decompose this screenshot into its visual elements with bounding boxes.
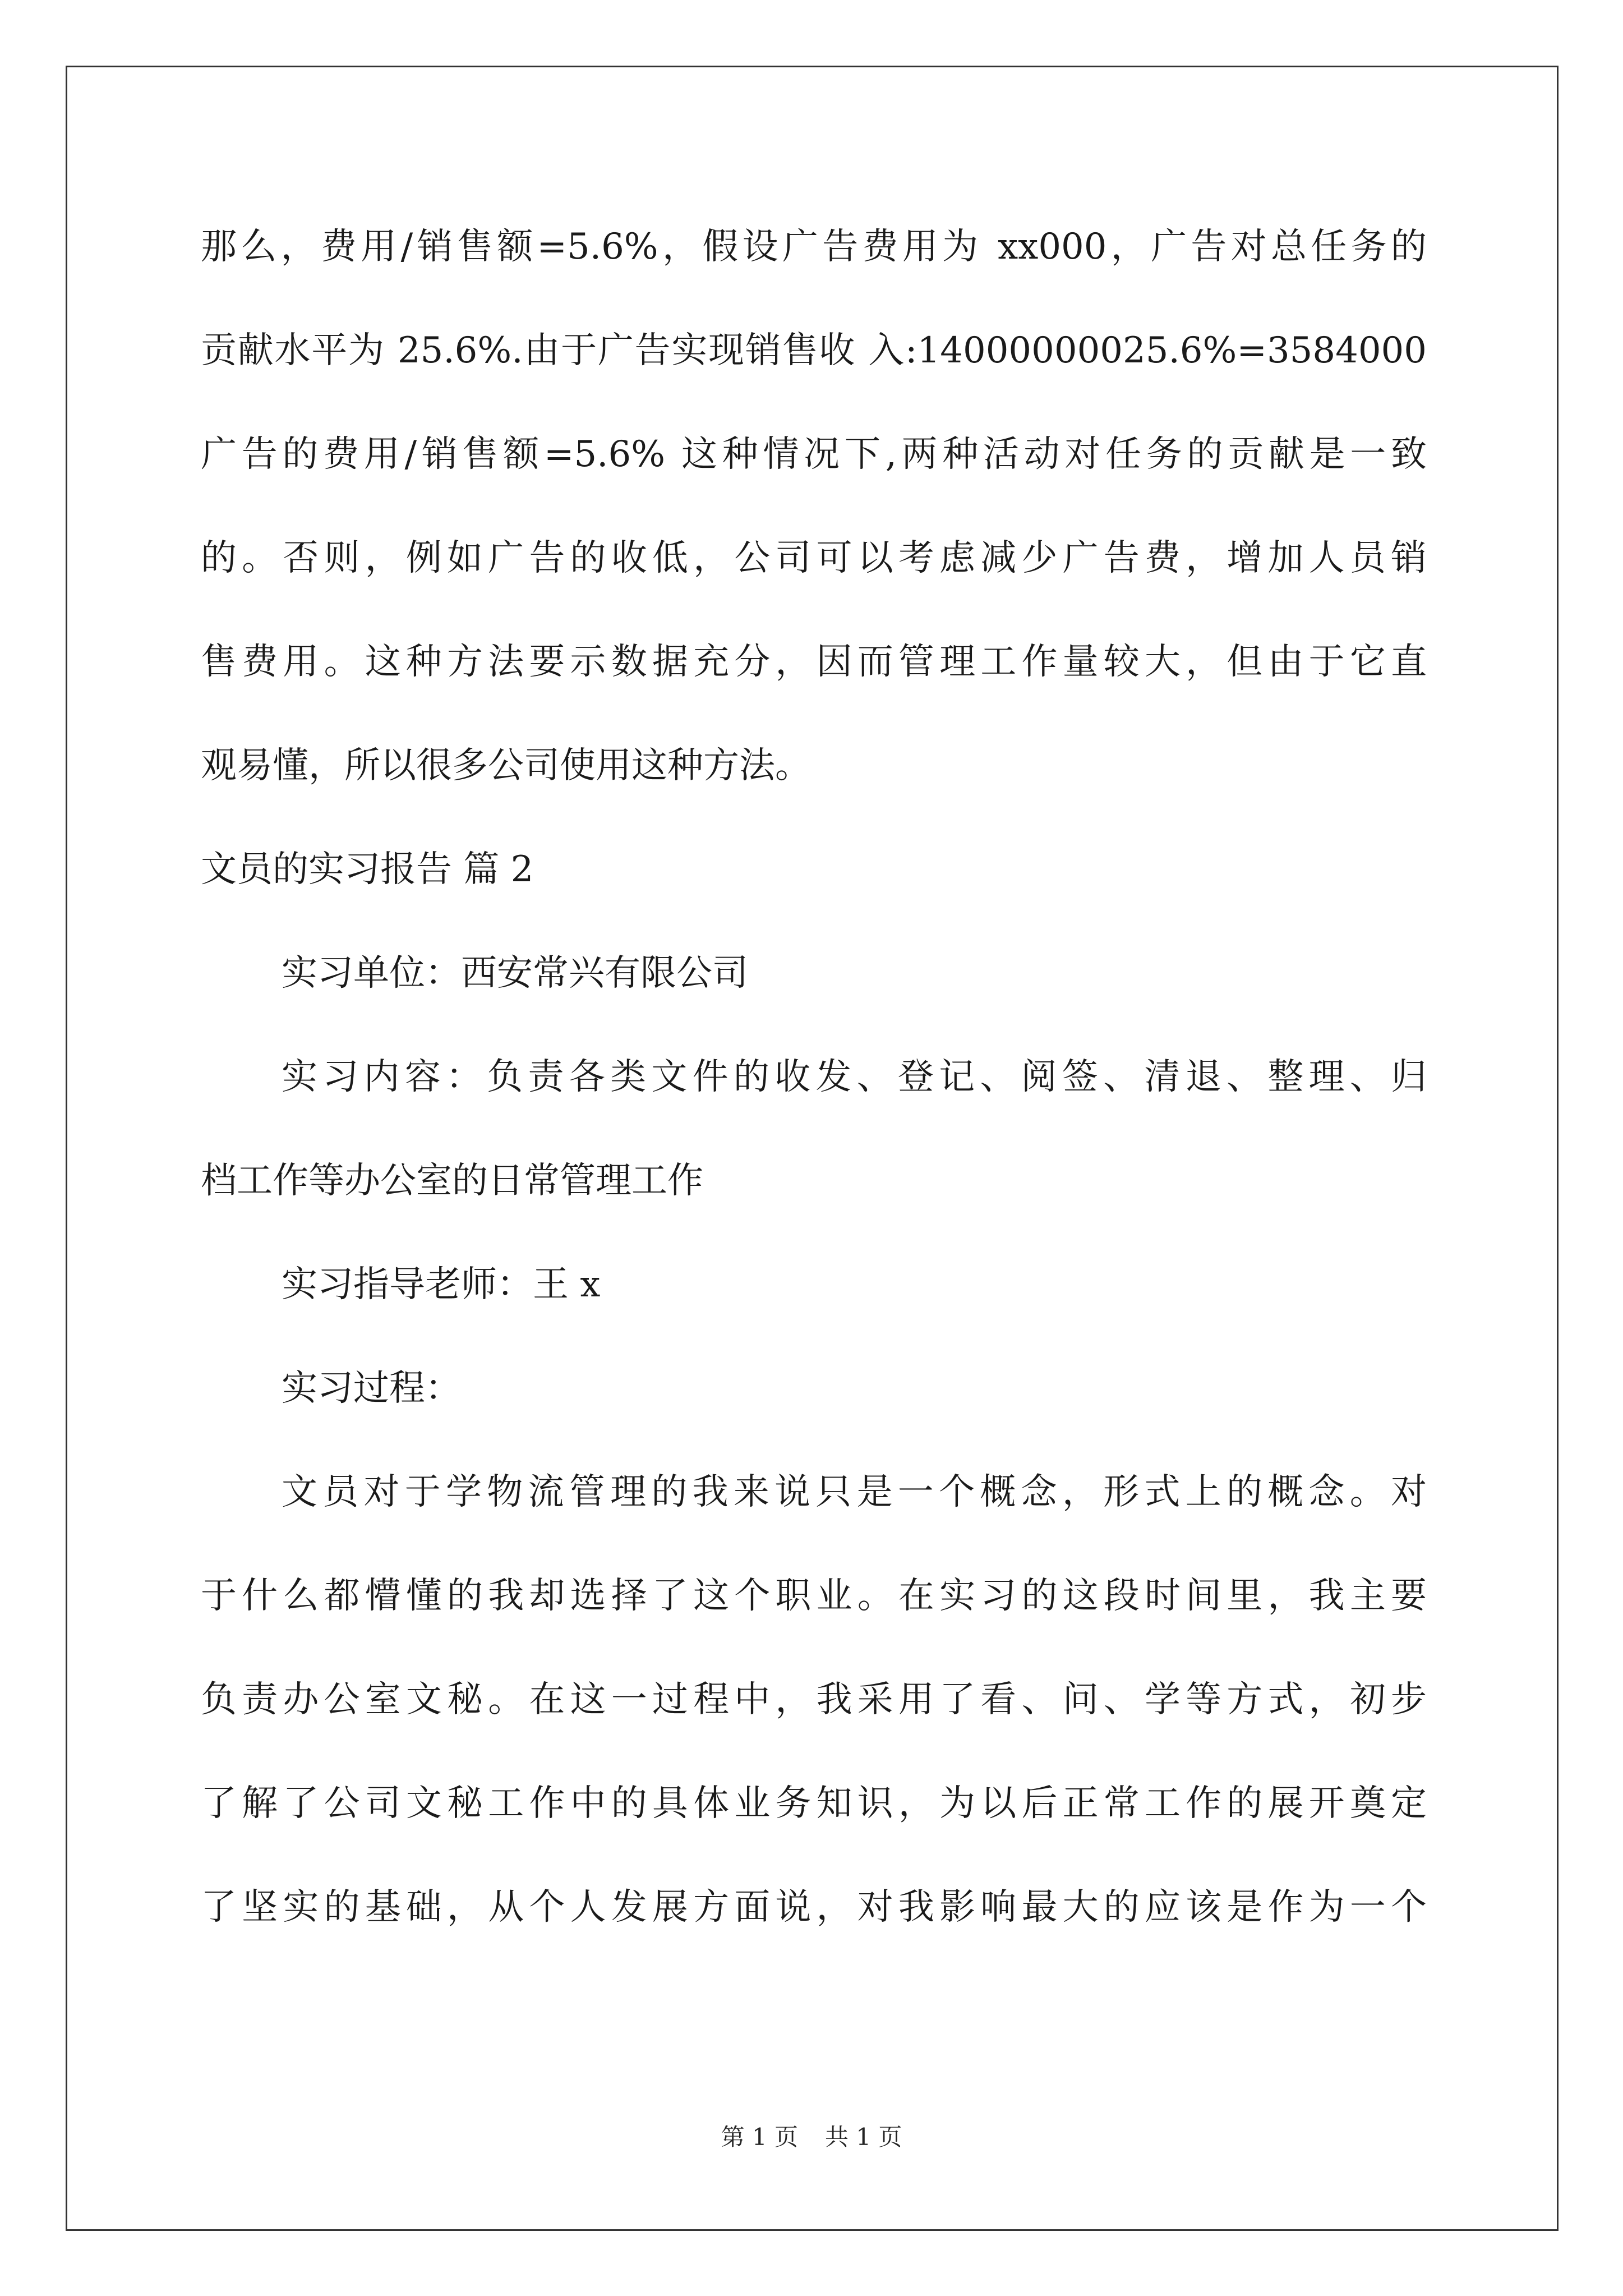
text-line: 的。否则，例如广告的收低，公司可以考虑减少广告费，增加人员销 bbox=[201, 537, 1427, 579]
page-footer bbox=[0, 2120, 1623, 2154]
text-line: 了解了公司文秘工作中的具体业务知识，为以后正常工作的展开奠定 bbox=[201, 1783, 1427, 1824]
internship-unit: 实习单位：西安常兴有限公司 bbox=[282, 953, 748, 994]
text-line: 观易懂，所以很多公司使用这种方法。 bbox=[201, 745, 811, 786]
section-heading: 文员的实习报告 篇 2 bbox=[201, 849, 534, 890]
text-line: 广告的费用/销售额=5.6% 这种情况下,两种活动对任务的贡献是一致 bbox=[201, 434, 1427, 475]
text-line: 文员对于学物流管理的我来说只是一个概念，形式上的概念。对 bbox=[282, 1471, 1427, 1513]
text-line: 那么，费用/销售额=5.6%，假设广告费用为 xx000，广告对总任务的 bbox=[201, 226, 1427, 268]
page-number: 第 1 页 bbox=[721, 2123, 798, 2151]
text-line: 了坚实的基础，从个人发展方面说，对我影响最大的应该是作为一个 bbox=[201, 1887, 1427, 1928]
text-line: 负责办公室文秘。在这一过程中，我采用了看、问、学等方式，初步 bbox=[201, 1679, 1427, 1720]
text-line: 档工作等办公室的日常管理工作 bbox=[201, 1160, 703, 1202]
internship-supervisor: 实习指导老师：王 x bbox=[282, 1264, 601, 1305]
internship-process-label: 实习过程： bbox=[282, 1368, 461, 1409]
page-total: 共 1 页 bbox=[825, 2123, 902, 2151]
text-line: 售费用。这种方法要示数据充分，因而管理工作量较大，但由于它直 bbox=[201, 641, 1427, 683]
text-line: 于什么都懵懂的我却选择了这个职业。在实习的这段时间里，我主要 bbox=[201, 1575, 1427, 1617]
text-line: 贡献水平为 25.6%.由于广告实现销售收 入:14000000025.6%=3584000 bbox=[201, 330, 1427, 371]
internship-content: 实习内容：负责各类文件的收发、登记、阅签、清退、整理、归 bbox=[282, 1056, 1427, 1098]
